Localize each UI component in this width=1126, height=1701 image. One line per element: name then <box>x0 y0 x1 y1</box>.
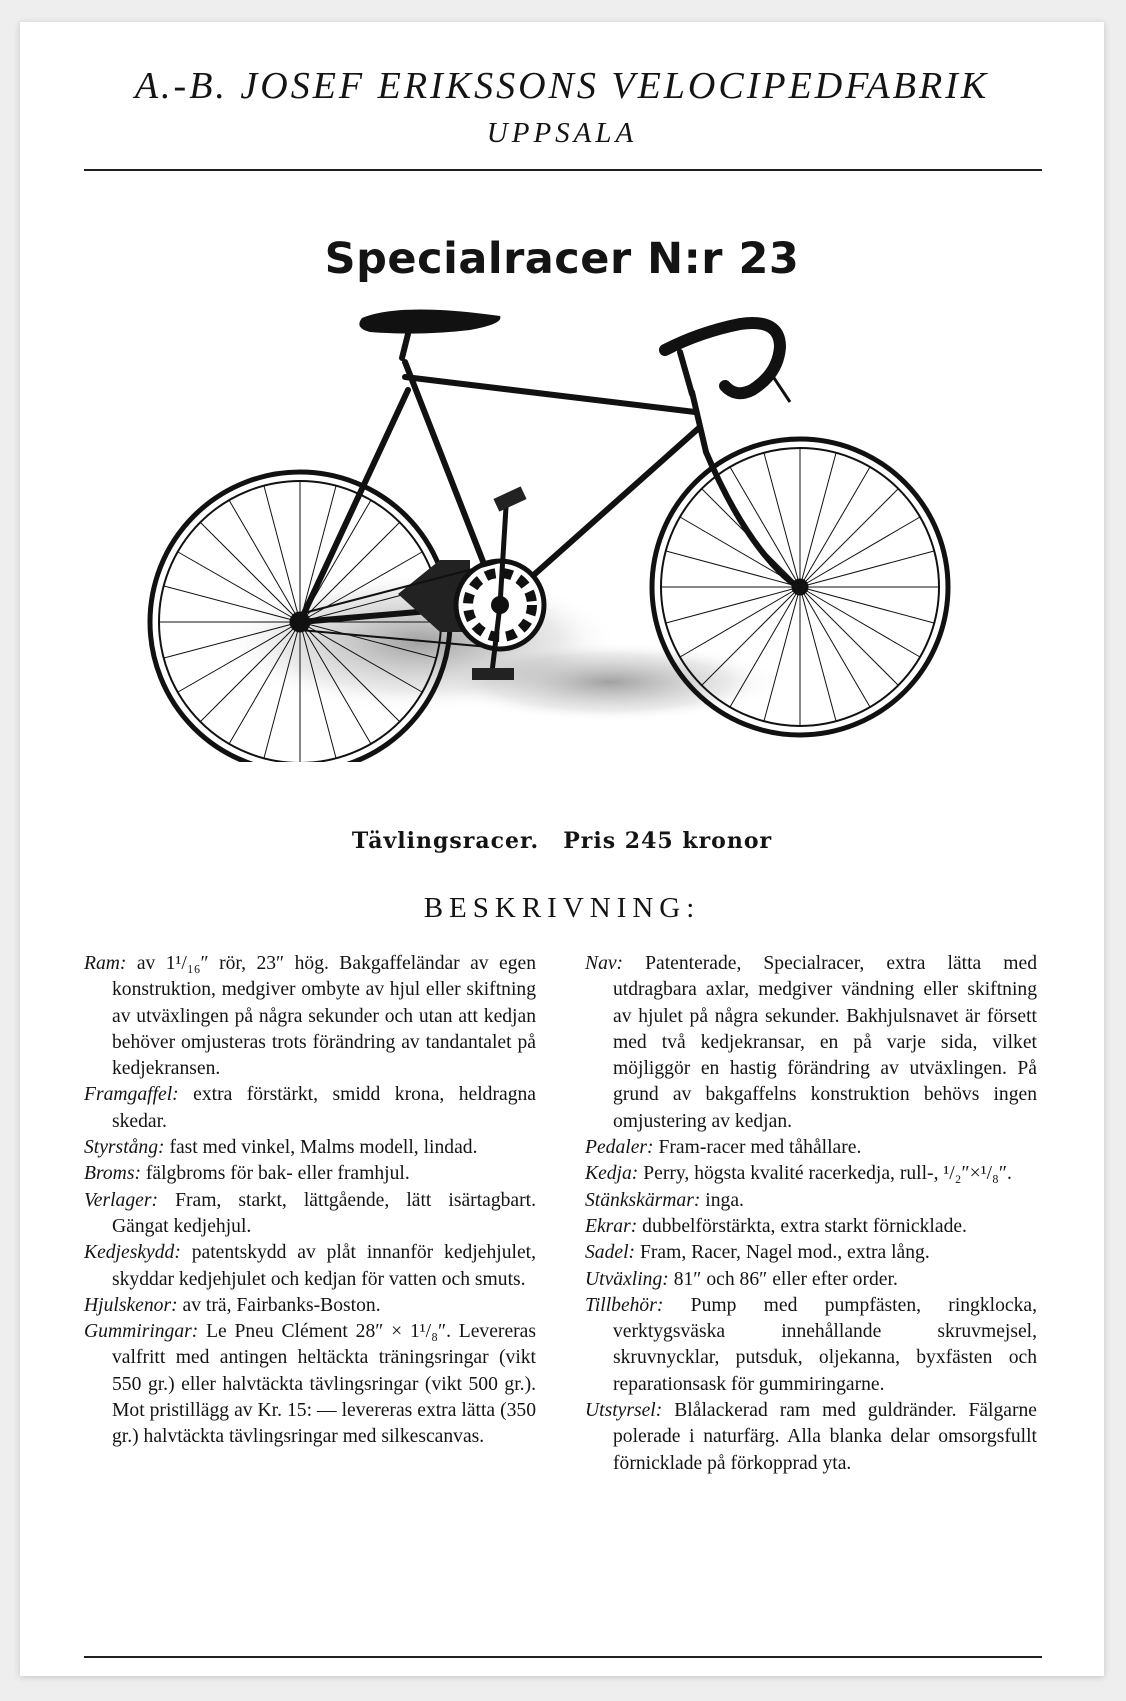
spec-term: Ram: <box>84 953 127 974</box>
specs-column-left <box>84 951 536 1451</box>
spec-entry <box>84 1240 536 1293</box>
spec-text: Pump med pumpfästen, ringklocka, verktygsväska innehållande skruvmejsel, skruvnycklar, putsduk, oljekanna, byxfästen och reparationsask för gummiringarne. <box>613 1294 1037 1395</box>
spec-entry <box>84 1293 536 1319</box>
spec-text: 81″ och 86″ eller efter order. <box>673 1268 898 1290</box>
spec-entry <box>585 1135 1037 1161</box>
spec-term: Framgaffel: <box>84 1084 179 1106</box>
description-heading: BESKRIVNING: <box>423 892 701 924</box>
spec-text: inga. <box>705 1189 744 1211</box>
spec-entry <box>585 1214 1037 1240</box>
specs-column-right <box>585 951 1037 1477</box>
price: Pris 245 kronor <box>563 828 773 854</box>
spec-text: Blålackerad ram med guldränder. Fälgarne polerade i naturfärg. Alla blanka delar omsorgsfullt förnicklade på förkopprad yta. <box>613 1400 1037 1474</box>
spec-entry <box>585 1240 1037 1266</box>
header-rule <box>84 169 1042 171</box>
price-caption <box>20 828 1104 854</box>
spec-term: Kedja: <box>585 1163 639 1185</box>
brake-lever <box>770 372 790 402</box>
spec-term: Stänkskärmar: <box>585 1189 701 1211</box>
ground-shadow-2 <box>440 642 780 722</box>
spec-text: Patenterade, Specialracer, extra lätta med utdragbara axlar, medgiver vändning eller skiftning av hjulet på några sekunder. Bakhjulsnavet är försett med två kedjekransar, en på varje sida, vilket möjliggör en hastig förändring av utväxlingen. På grund av bakgaffelns konstruktion behövs ingen omjustering av kedjan. <box>613 953 1037 1132</box>
racer-type: Tävlingsracer. <box>351 828 540 854</box>
spec-text: Perry, högsta kvalité racerkedja, rull-, ¹/₂″×¹/₈″. <box>643 1163 1012 1185</box>
spec-term: Hjulskenor: <box>84 1294 178 1316</box>
spec-entry <box>84 1161 536 1187</box>
spec-entry <box>84 1135 536 1161</box>
spec-entry <box>585 1293 1037 1398</box>
spec-text: av trä, Fairbanks-Boston. <box>182 1294 381 1316</box>
model-title: Specialracer N:r 23 <box>324 234 800 284</box>
spec-entry <box>84 1188 536 1241</box>
spec-term: Ekrar: <box>585 1215 638 1237</box>
spec-text: Fram, starkt, lättgående, lätt isärtagbart. Gängat kedjehjul. <box>112 1189 536 1237</box>
spec-term: Utväxling: <box>585 1268 669 1290</box>
spec-term: Kedjeskydd: <box>84 1242 181 1264</box>
company-name: A.-B. JOSEF ERIKSSONS VELOCIPEDFABRIK <box>134 65 990 107</box>
spec-text: fast med vinkel, Malms modell, lindad. <box>169 1137 478 1159</box>
pedal-lower <box>472 668 514 680</box>
saddle <box>359 309 500 333</box>
spec-term: Tillbehör: <box>585 1294 664 1316</box>
spec-term: Pedaler: <box>585 1137 654 1159</box>
footer-rule <box>84 1656 1042 1658</box>
pedal-upper <box>493 486 526 511</box>
spec-text: Fram-racer med tåhållare. <box>658 1137 862 1159</box>
spec-entry <box>585 1398 1037 1477</box>
spec-text: Fram, Racer, Nagel mod., extra lång. <box>639 1242 930 1264</box>
spec-text: Le Pneu Clément 28″ × 1¹/₈″. Levereras valfritt med antingen heltäckta träningsringar (vikt 550 gr.) eller halvtäckta tävlingsringar (vikt 500 gr.). Mot pristillägg av Kr. 15: — levereras extra lätta (350 gr.) halvtäckta tävlingsringar med silkescanvas. <box>112 1321 536 1448</box>
spec-text: av 1¹/₁₆″ rör, 23″ hög. Bakgaffeländar av egen konstruktion, medgiver ombyte av hjul eller skiftning av utväxlingen på några sekunder och utan att kedjan behöver omjusteras trots förändring av tandantalet på kedjekransen. <box>112 953 536 1080</box>
spec-entry <box>585 1267 1037 1293</box>
spec-text: dubbelförstärkta, extra starkt förnicklade. <box>642 1215 967 1237</box>
catalog-page <box>20 22 1104 1676</box>
company-city: UPPSALA <box>486 117 638 149</box>
spec-text: patentskydd av plåt innanför kedjehjulet, skyddar kedjehjulet och kedjan för vatten och smuts. <box>112 1242 536 1290</box>
spec-term: Nav: <box>585 953 624 974</box>
bicycle-illustration <box>140 302 1000 762</box>
spec-term: Broms: <box>84 1163 141 1185</box>
spec-term: Sadel: <box>585 1242 636 1264</box>
spec-term: Gummiringar: <box>84 1321 199 1343</box>
spec-entry <box>84 1319 536 1450</box>
spec-entry <box>585 951 1037 1135</box>
spec-term: Utstyrsel: <box>585 1400 663 1422</box>
spec-text: extra förstärkt, smidd krona, heldragna skedar. <box>112 1084 536 1132</box>
spec-term: Styrstång: <box>84 1137 165 1159</box>
spec-entry <box>585 1161 1037 1187</box>
spec-entry <box>84 951 536 1082</box>
spec-entry <box>84 1082 536 1135</box>
spec-entry <box>585 1188 1037 1214</box>
spec-text: fälgbroms för bak- eller framhjul. <box>145 1163 410 1185</box>
spec-term: Verlager: <box>84 1189 159 1211</box>
